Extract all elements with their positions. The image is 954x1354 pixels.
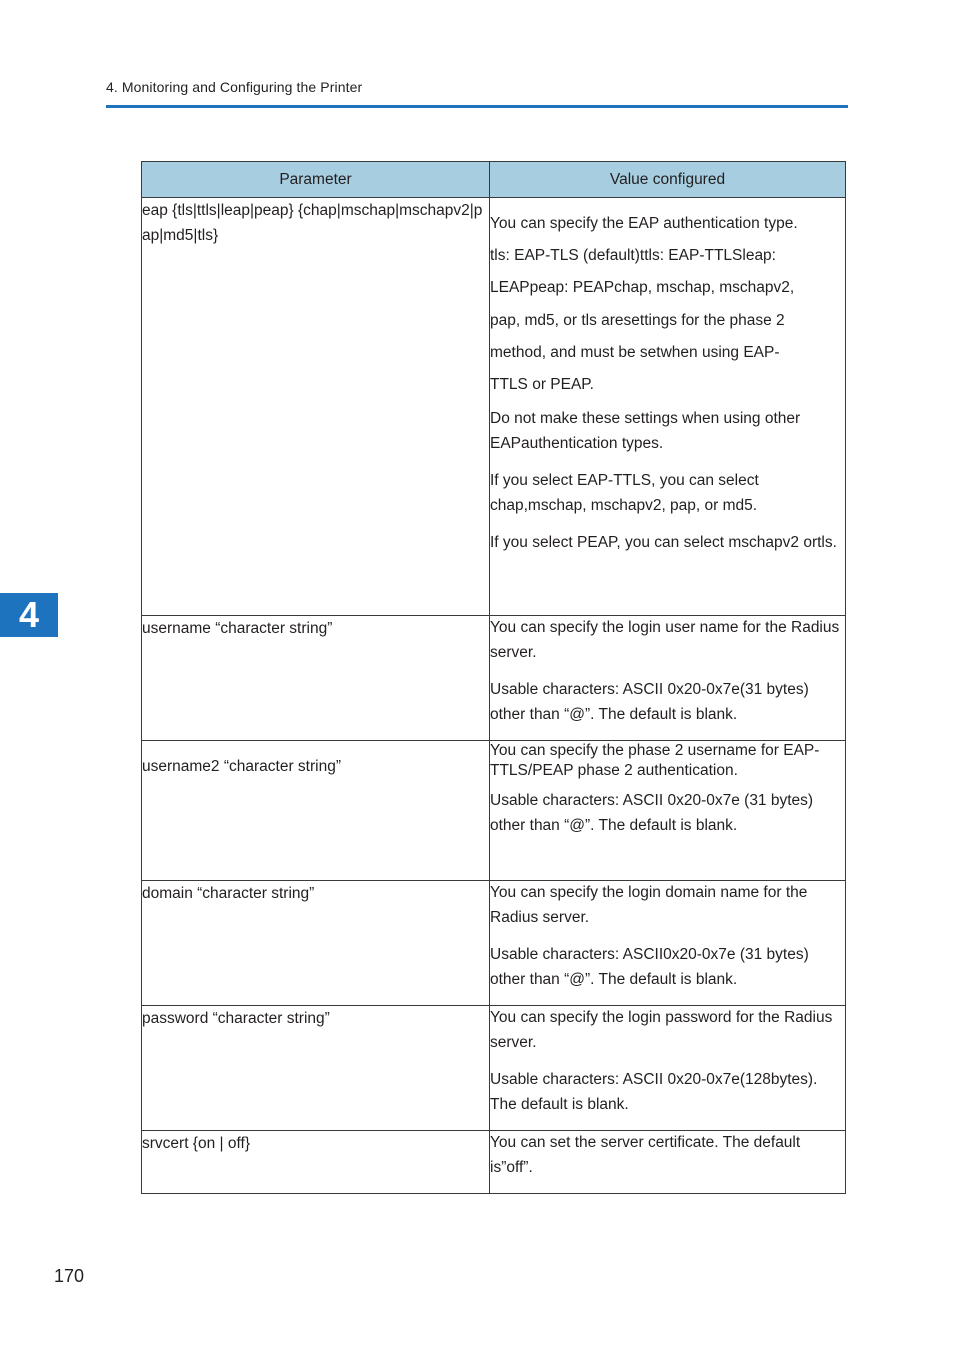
value-cell: [490, 1006, 846, 1131]
value-line: LEAPpeap: PEAPchap, mschap, mschapv2,: [490, 279, 795, 297]
value-paragraph: Usable characters: ASCII 0x20-0x7e (31 bytes) other than “@”. The default is blank.: [490, 792, 814, 834]
running-header: 4. Monitoring and Configuring the Printer: [106, 79, 363, 95]
value-line: method, and must be setwhen using EAP-: [490, 343, 780, 361]
value-paragraph: [490, 208, 845, 401]
value-line: TTLS or PEAP.: [490, 376, 594, 394]
parameter-cell: eap {tls|ttls|leap|peap} {chap|mschap|mschapv2|pap|md5|tls}: [142, 198, 490, 616]
page-number: 170: [54, 1266, 85, 1286]
value-paragraph: You can specify the login domain name for the Radius server.: [490, 884, 808, 926]
table-row: [142, 198, 846, 616]
value-paragraph: Usable characters: ASCII 0x20-0x7e(128bytes). The default is blank.: [490, 1071, 818, 1113]
value-line: You can specify the phase 2 username for EAP-: [490, 742, 820, 759]
parameter-cell: srvcert {on | off}: [142, 1131, 490, 1194]
table-row: [142, 881, 846, 1006]
value-line: tls: EAP-TLS (default)ttls: EAP-TTLSleap:: [490, 247, 776, 265]
value-line: pap, md5, or tls aresettings for the phase 2: [490, 311, 785, 329]
value-line: You can specify the EAP authentication type.: [490, 215, 798, 232]
parameter-table: [141, 161, 846, 1194]
value-paragraph: If you select PEAP, you can select mschapv2 ortls.: [490, 534, 837, 552]
value-cell: [490, 881, 846, 1006]
header-rule: [106, 105, 848, 108]
value-cell: [490, 1131, 846, 1194]
parameter-cell: password “character string”: [142, 1006, 490, 1131]
value-cell: [490, 198, 846, 616]
value-paragraph: You can specify the login user name for the Radius server.: [490, 619, 840, 661]
parameter-cell: domain “character string”: [142, 881, 490, 1006]
value-paragraph: [490, 741, 845, 781]
column-header-parameter: Parameter: [142, 162, 490, 198]
column-header-value: Value configured: [490, 162, 846, 198]
table-row: [142, 1006, 846, 1131]
value-paragraph: You can specify the login password for the Radius server.: [490, 1009, 833, 1051]
parameter-cell: username2 “character string”: [142, 741, 490, 881]
value-paragraph: Usable characters: ASCII0x20-0x7e (31 bytes) other than “@”. The default is blank.: [490, 946, 809, 988]
table-row: [142, 741, 846, 881]
value-paragraph: Usable characters: ASCII 0x20-0x7e(31 bytes) other than “@”. The default is blank.: [490, 681, 809, 723]
value-cell: [490, 741, 846, 881]
value-paragraph: If you select EAP-TTLS, you can select chap,mschap, mschapv2, pap, or md5.: [490, 472, 759, 514]
table-row: [142, 616, 846, 741]
value-cell: [490, 616, 846, 741]
parameter-cell: username “character string”: [142, 616, 490, 741]
value-paragraph: You can set the server certificate. The default is”off”.: [490, 1134, 801, 1176]
table-row: [142, 1131, 846, 1194]
value-paragraph: Do not make these settings when using other EAPauthentication types.: [490, 410, 801, 452]
chapter-tab: 4: [0, 593, 58, 637]
value-line: TTLS/PEAP phase 2 authentication.: [490, 762, 738, 779]
table-header-row: [142, 162, 846, 198]
